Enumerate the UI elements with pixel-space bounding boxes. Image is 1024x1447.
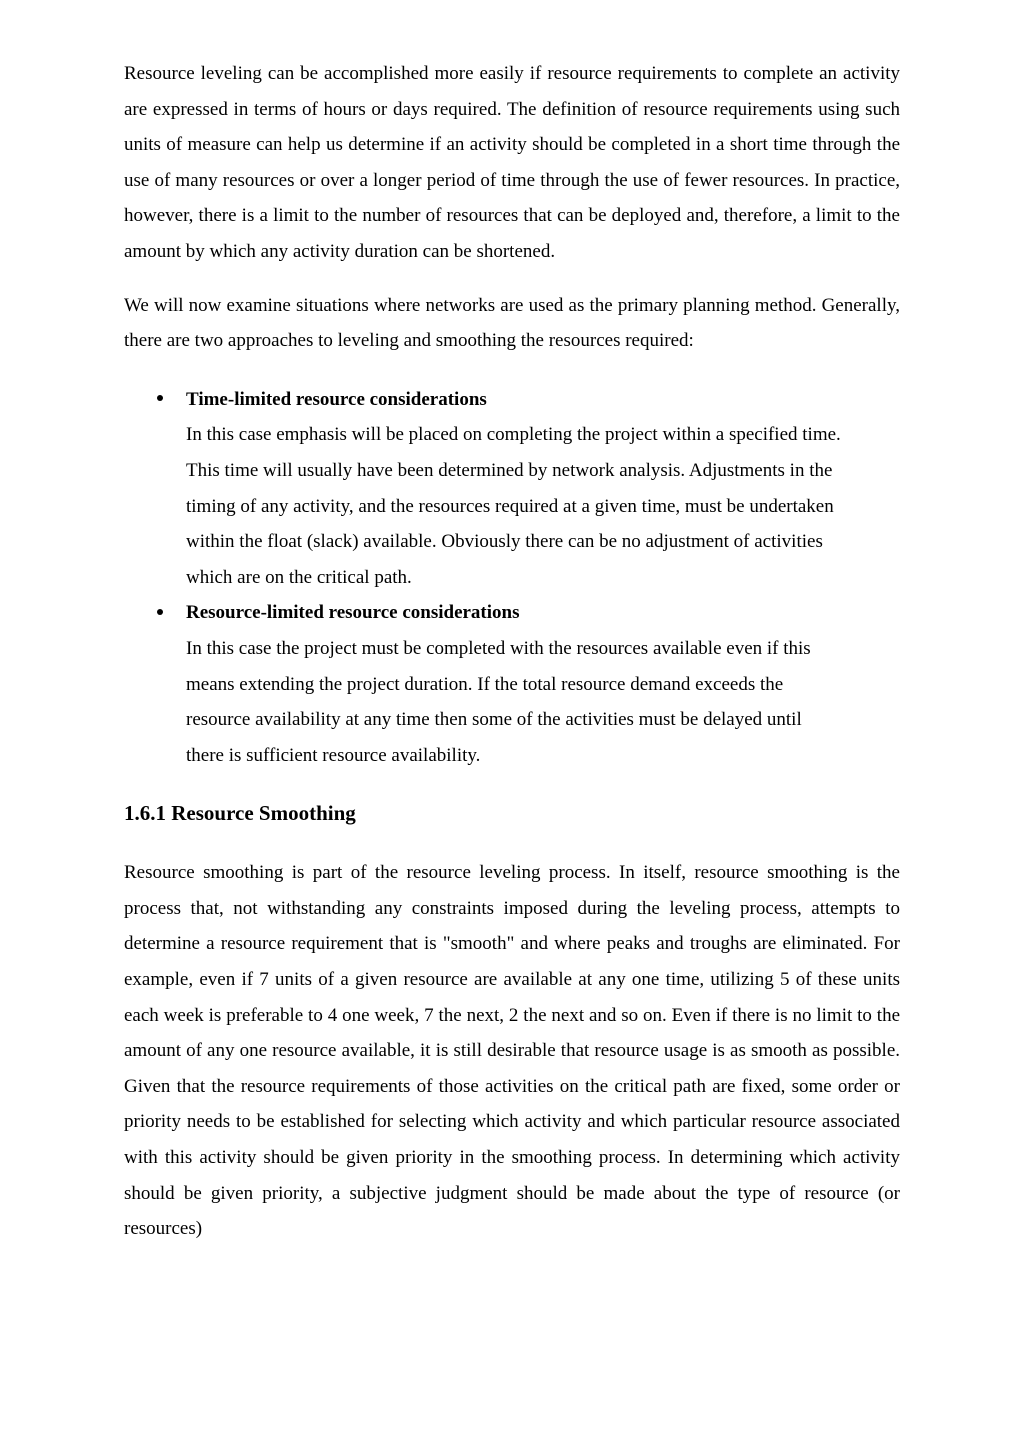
bullet-line: resource availability at any time then some of the activities must be delayed until	[186, 709, 802, 731]
bullet-line: means extending the project duration. If the total resource demand exceeds the	[186, 673, 784, 695]
bullet-line: there is sufficient resource availability.	[186, 744, 481, 766]
bullet-line: In this case the project must be completed with the resources available even if this	[186, 637, 811, 659]
approaches-paragraph: We will now examine situations where networks are used as the primary planning method. Generally, there are two approaches to leveling and smoothing the resources required:	[124, 294, 900, 352]
intro-paragraph: Resource leveling can be accomplished more easily if resource requirements to complete an activity are expressed in terms of hours or days required. The definition of resource requirements using such units of measure can help us determine if an activity should be completed in a short time through the use of many resources or over a longer period of time through the use of fewer resources. In practice, however, there is a limit to the number of resources that can be deployed and, therefore, a limit to the amount by which any activity duration can be shortened.	[124, 63, 900, 262]
section-heading: 1.6.1 Resource Smoothing	[124, 801, 356, 826]
bullet-icon	[154, 595, 166, 631]
approaches-list	[124, 382, 900, 774]
bullet-title: Resource-limited resource considerations	[186, 602, 520, 624]
bullet-line: In this case emphasis will be placed on completing the project within a specified time.	[186, 424, 841, 446]
bullet-title: Time-limited resource considerations	[186, 388, 487, 410]
bullet-icon	[154, 382, 166, 418]
bullet-body	[186, 631, 900, 773]
bullet-body	[186, 417, 900, 595]
bullet-line: This time will usually have been determined by network analysis. Adjustments in the	[186, 459, 833, 481]
bullet-line: which are on the critical path.	[186, 566, 412, 588]
document-page	[124, 56, 900, 1247]
list-item-time-limited	[124, 382, 900, 596]
section-paragraph: Resource smoothing is part of the resource leveling process. In itself, resource smoothing is the process that, not withstanding any constraints imposed during the leveling process, attempts to determine a resource requirement that is "smooth" and where peaks and troughs are eliminated. For example, even if 7 units of a given resource are available at any one time, utilizing 5 of these units each week is preferable to 4 one week, 7 the next, 2 the next and so on. Even if there is no limit to the amount of any one resource available, it is still desirable that resource usage is as smooth as possible. Given that the resource requirements of those activities on the critical path are fixed, some order or priority needs to be established for selecting which activity and which particular resource associated with this activity should be given priority in the smoothing process. In determining which activity should be given priority, a subjective judgment should be made about the type of resource (or resources)	[124, 862, 900, 1240]
bullet-line: timing of any activity, and the resources required at a given time, must be undertaken	[186, 495, 834, 517]
list-item-resource-limited	[124, 595, 900, 773]
bullet-line: within the float (slack) available. Obviously there can be no adjustment of activities	[186, 531, 823, 553]
